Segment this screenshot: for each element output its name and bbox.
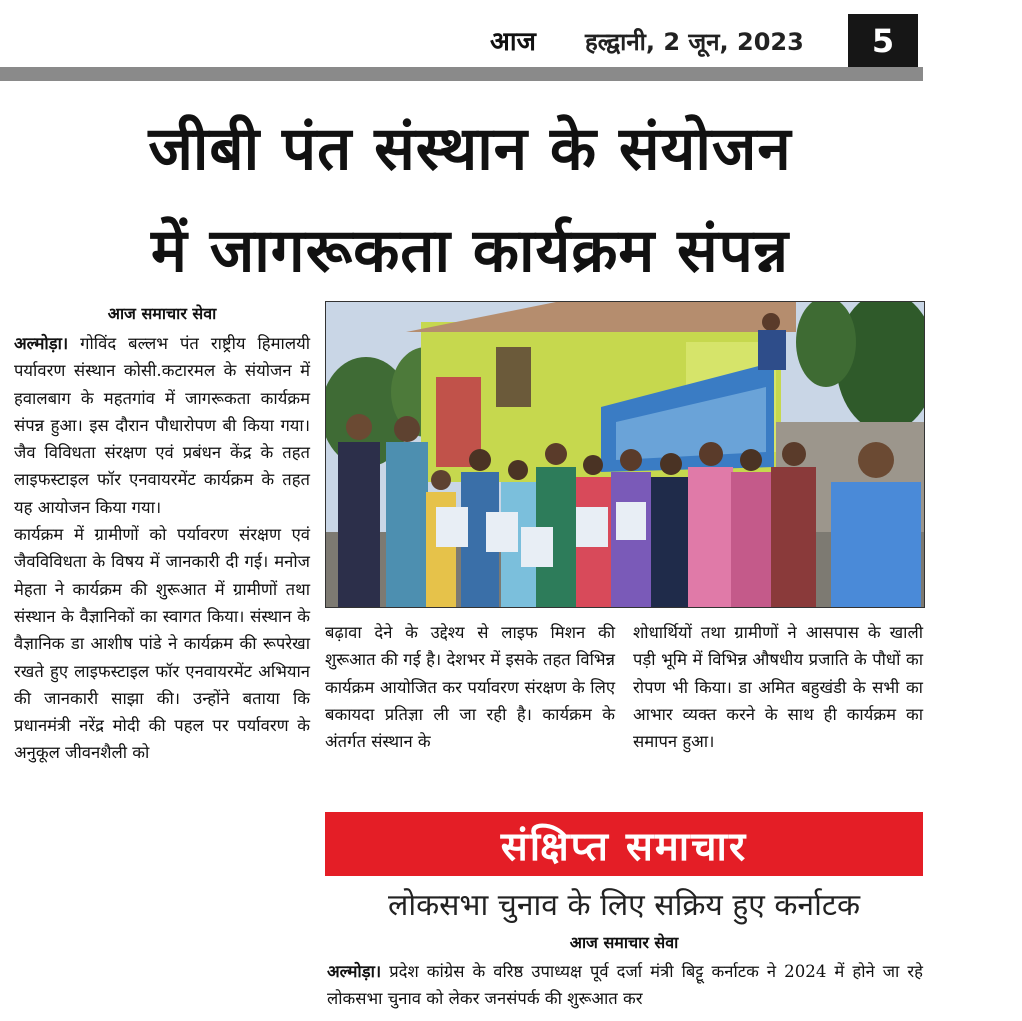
event-photo-illustration bbox=[326, 302, 924, 607]
paragraph-1-body: गोविंद बल्लभ पंत राष्ट्रीय हिमालयी पर्यावरण संस्थान कोसी.कटारमल के संयोजन में हवालबाग के महतगांव में जागरूकता कार्यक्रम संपन्न हुआ। इस दौरान पौधारोपण बी किया गया। जैव विविधता संरक्षण एवं प्रबंधन केंद्र के तहत लाइफस्टाइल फॉर एनवायरमेंट कार्यक्रम के तहत यह आयोजन किया गया। bbox=[14, 334, 310, 517]
article-column-2 bbox=[325, 619, 615, 755]
article-headline bbox=[20, 98, 920, 302]
article-paragraph-2: कार्यक्रम में ग्रामीणों को पर्यावरण संरक्षण एवं जैवविविधता के विषय में जानकारी दी गई। मनोज मेहता ने कार्यक्रम की शुरूआत में ग्रामीणों तथा संस्थान के वैज्ञानिकों का स्वागत किया। संस्थान के वैज्ञानिक डा आशीष पांडे ने कार्यक्रम की रूपरेखा रखते हुए लाइफस्टाइल फॉर एनवायरमेंट अभियान की जानकारी साझा की। उन्होंने बताया कि प्रधानमंत्री नरेंद्र मोदी की पहल पर पर्यावरण के अनुकूल जीवनशैली को bbox=[14, 525, 310, 763]
column-2-text: बढ़ावा देने के उद्देश्य से लाइफ मिशन की शुरूआत की गई है। देशभर में इसके तहत विभिन्न कार्यक्रम आयोजित कर पर्यावरण संरक्षण के लिए बकायदा प्रतिज्ञा ली जा रही है। कार्यक्रम के अंतर्गत संस्थान के bbox=[325, 623, 615, 752]
photo-person-body bbox=[758, 330, 786, 370]
brief-news-byline: आज समाचार सेवा bbox=[569, 933, 679, 952]
photo-house-window bbox=[496, 347, 531, 407]
event-photo bbox=[325, 301, 925, 608]
brief-news-title: संक्षिप्त समाचार bbox=[500, 823, 748, 870]
brief-news-text bbox=[327, 958, 923, 1012]
brief-news-body: प्रदेश कांग्रेस के वरिष्ठ उपाध्यक्ष पूर्व दर्जा मंत्री बिट्टू कर्नाटक ने 2024 में होने जा रहे लोकसभा चुनाव को लेकर जनसंपर्क की शुरूआत कर bbox=[327, 962, 923, 1008]
newspaper-name: आज bbox=[490, 27, 536, 57]
article-column-3 bbox=[633, 619, 923, 755]
brief-news-banner bbox=[325, 812, 923, 876]
article-paragraph-1 bbox=[14, 330, 310, 521]
top-rule bbox=[0, 67, 923, 81]
article-byline: आज समाचार सेवा bbox=[107, 304, 217, 323]
dateline-place: अल्मोड़ा। bbox=[14, 333, 69, 353]
photo-person-head bbox=[762, 313, 780, 331]
dateline: हल्द्वानी, 2 जून, 2023 bbox=[585, 28, 804, 56]
article-column-1 bbox=[14, 330, 310, 767]
page-number-box bbox=[848, 14, 918, 68]
headline-line-2: में जागरूकता कार्यक्रम संपन्न bbox=[150, 216, 790, 286]
headline-line-1: जीबी पंत संस्थान के संयोजन bbox=[148, 114, 792, 184]
brief-news-headline: लोकसभा चुनाव के लिए सक्रिय हुए कर्नाटक bbox=[387, 888, 861, 923]
column-3-text: शोधार्थियों तथा ग्रामीणों ने आसपास के खाली पड़ी भूमि में विभिन्न औषधीय प्रजाति के पौधों का रोपण भी किया। डा अमित बहुखंडी के सभी का आभार व्यक्त करने के साथ ही कार्यक्रम का समापन हुआ। bbox=[633, 623, 923, 752]
brief-dateline-place: अल्मोड़ा। bbox=[327, 961, 382, 981]
page-number: 5 bbox=[871, 22, 895, 60]
